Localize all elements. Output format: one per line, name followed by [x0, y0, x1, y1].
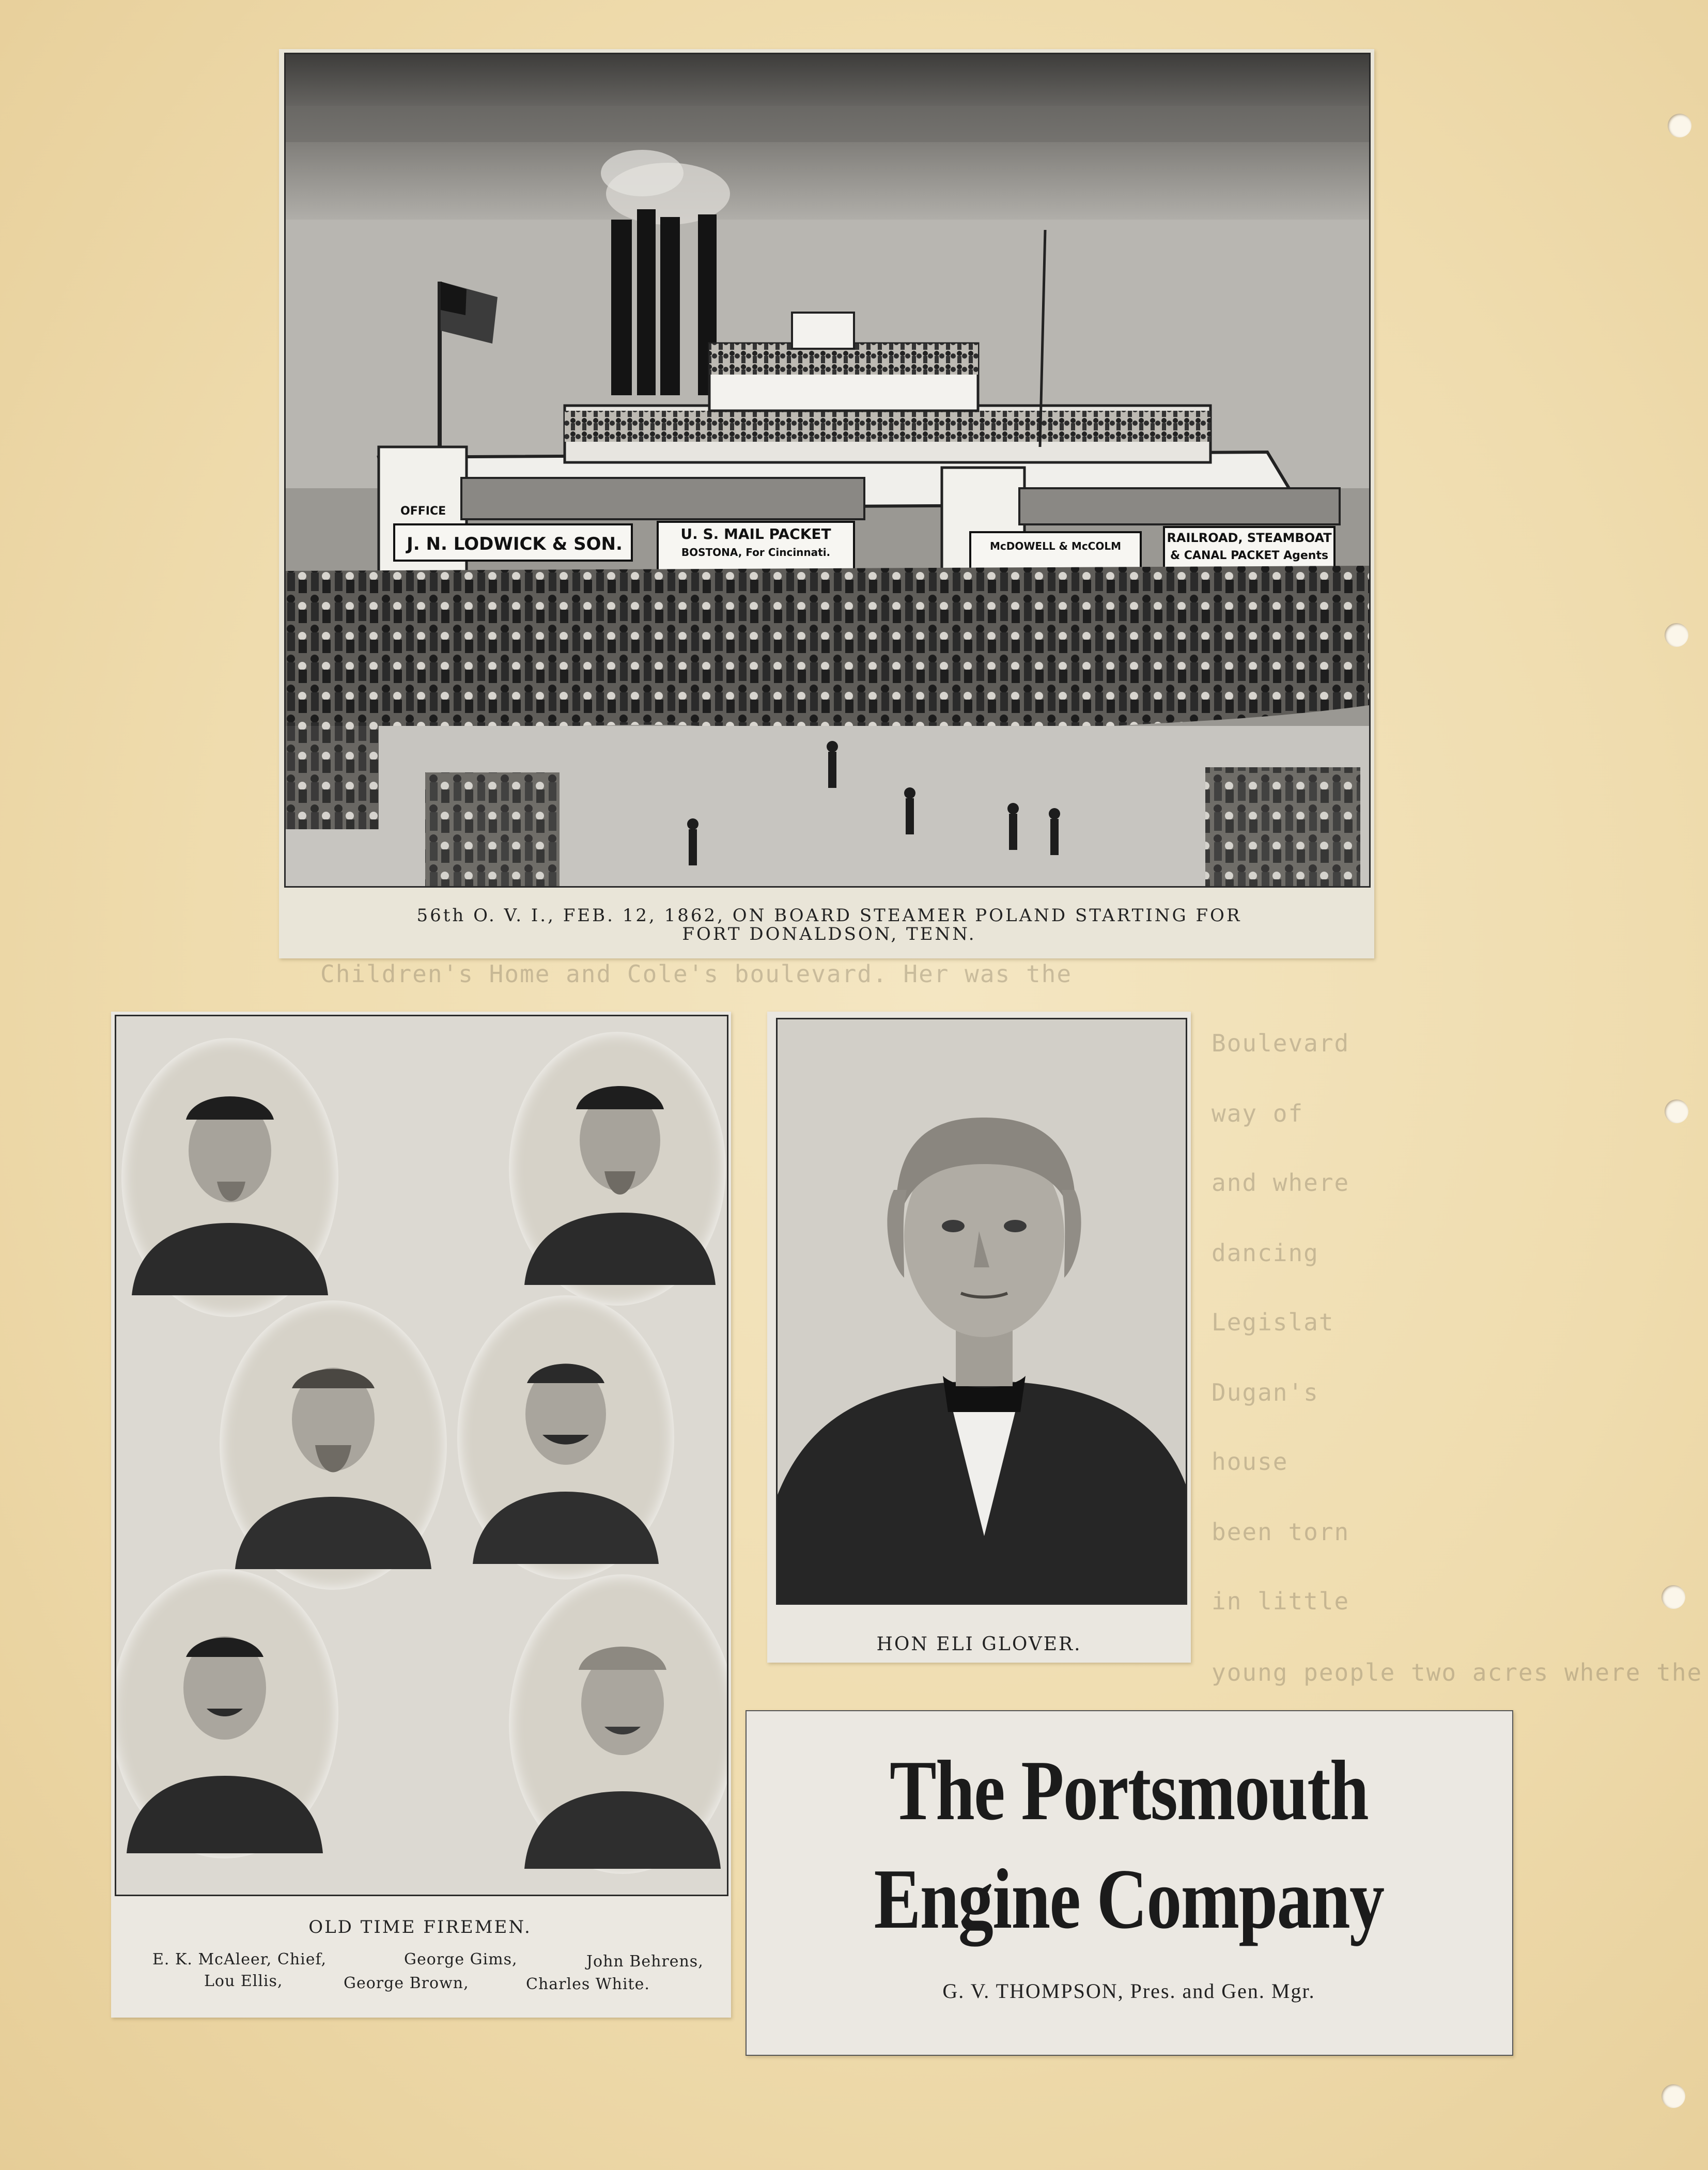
steamer-caption-line1: 56th O. V. I., FEB. 12, 1862, ON BOARD STEAMER POLAND STARTING FOR	[416, 905, 1242, 926]
fireman-name: E. K. McAleer, Chief,	[152, 1950, 327, 1969]
sign-office: OFFICE	[400, 505, 446, 518]
background-text-line: in little	[1212, 1587, 1350, 1615]
steamer-illustration	[286, 54, 1369, 886]
firemen-portraits	[116, 1016, 727, 1895]
ad-subtitle: G. V. THOMPSON, Pres. and Gen. Mgr.	[942, 1979, 1315, 2003]
fireman-name: George Gims,	[404, 1950, 518, 1969]
sign-railroad-sub: & CANAL PACKET Agents	[1170, 549, 1329, 562]
sign-mail-packet: U. S. MAIL PACKET	[680, 525, 831, 542]
punch-hole	[1662, 1585, 1685, 1609]
background-text-line: way of	[1212, 1099, 1304, 1127]
background-text-line: dancing	[1212, 1239, 1319, 1267]
fireman-name: Charles White.	[526, 1975, 650, 1993]
background-text-line: house	[1212, 1448, 1288, 1476]
ad-title-line1: The Portsmouth	[889, 1743, 1369, 1838]
background-text-line: young people two acres where the	[1212, 1659, 1703, 1686]
fireman-name: George Brown,	[344, 1974, 469, 1992]
steamer-caption-line2: FORT DONALDSON, TENN.	[682, 924, 976, 944]
glover-portrait	[778, 1019, 1186, 1603]
punch-hole	[1668, 114, 1691, 137]
background-text-line: Dugan's	[1212, 1378, 1319, 1406]
fireman-name: Lou Ellis,	[204, 1972, 283, 1990]
background-text-line: been torn	[1212, 1518, 1350, 1546]
sign-mail-packet-sub: BOSTONA, For Cincinnati.	[681, 546, 831, 559]
sign-lodwick: J. N. LODWICK & SON.	[407, 534, 623, 554]
firemen-photo	[115, 1015, 728, 1896]
punch-hole	[1665, 1099, 1688, 1123]
ad-title-line2: Engine Company	[874, 1851, 1384, 1946]
background-text-line: Boulevard	[1212, 1029, 1350, 1057]
fireman-name: John Behrens,	[586, 1952, 704, 1971]
glover-caption: HON ELI GLOVER.	[876, 1634, 1082, 1655]
punch-hole	[1662, 2084, 1685, 2108]
background-text-line: Children's Home and Cole's boulevard. Her was the	[320, 960, 1073, 988]
background-text-line: and where	[1212, 1169, 1350, 1197]
glover-photo	[776, 1018, 1187, 1605]
punch-hole	[1665, 623, 1688, 647]
steamer-photo	[284, 53, 1371, 888]
sign-mcdowell: McDOWELL & McCOLM	[989, 540, 1122, 552]
firemen-caption: OLD TIME FIREMEN.	[308, 1917, 532, 1938]
background-text-line: Legislat	[1212, 1308, 1334, 1336]
sign-railroad: RAILROAD, STEAMBOAT	[1167, 531, 1332, 545]
